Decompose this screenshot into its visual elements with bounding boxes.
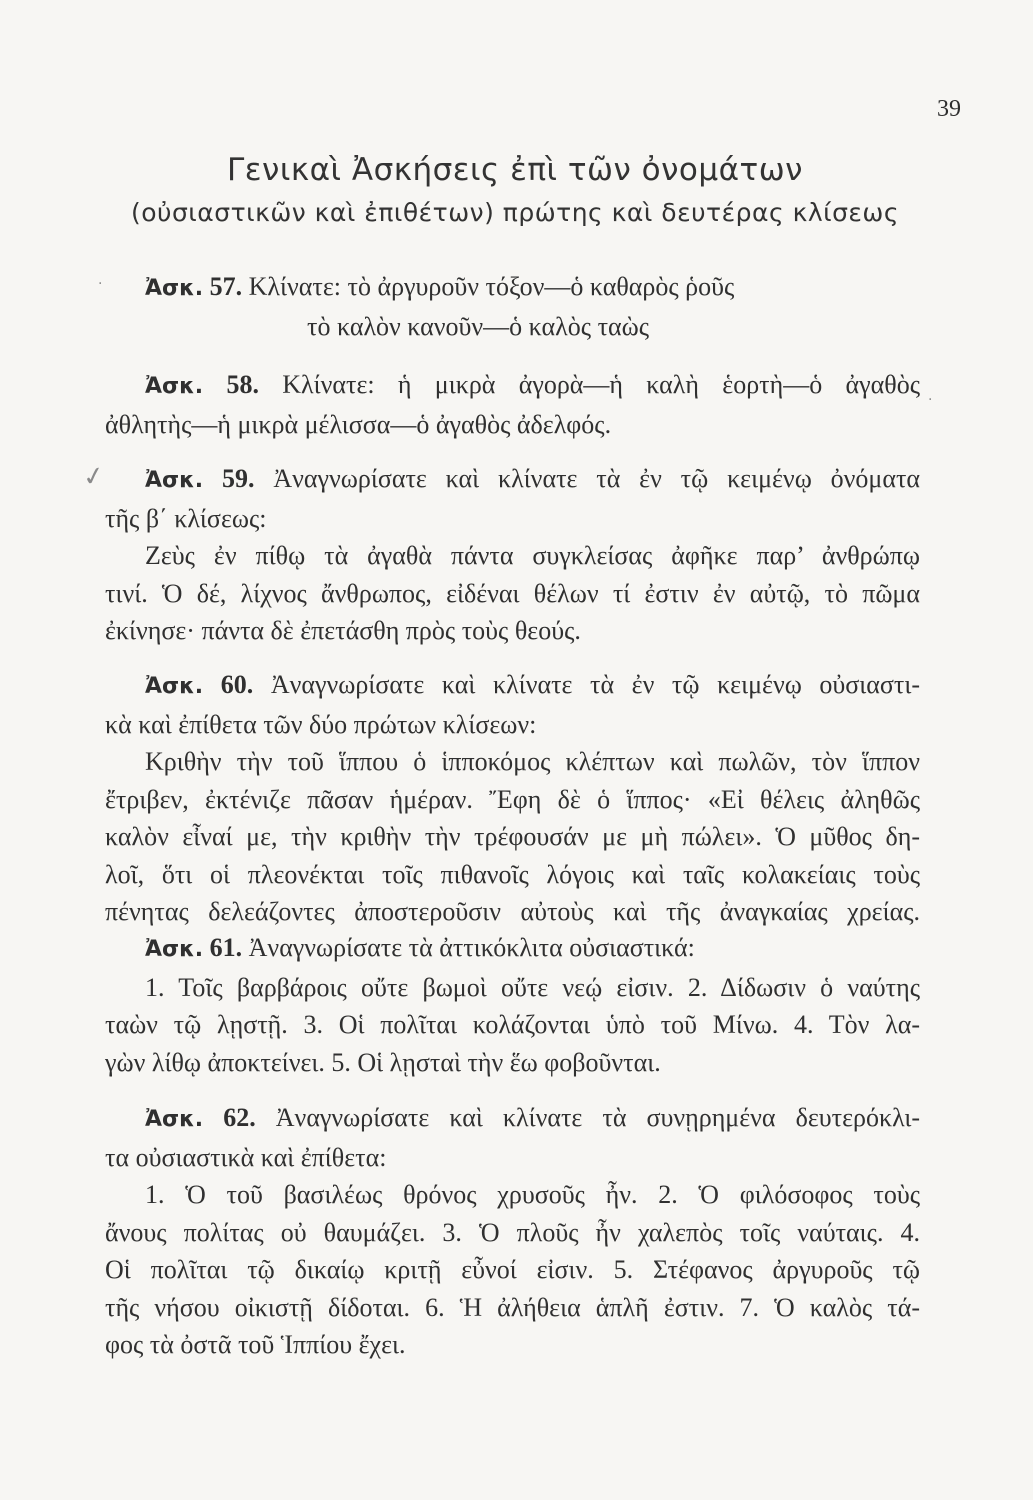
exercise-line: τῆς νήσου οἰκιστῇ δίδοται. 6. Ἡ ἀλήθεια ἁπλῆ ἐστιν. 7. Ὁ καλὸς τά- bbox=[105, 1292, 920, 1322]
exercise-line: Οἱ πολῖται τῷ δικαίῳ κριτῇ εὖνοί εἰσιν. 5. Στέφανος ἀργυροῦς τῷ bbox=[105, 1255, 920, 1284]
exercise-line: κὰ καὶ ἐπίθετα τῶν δύο πρώτων κλίσεων: bbox=[105, 709, 537, 739]
exercise-number: 58. bbox=[226, 370, 259, 399]
exercise-number: 59. bbox=[222, 464, 255, 493]
exercise-text: Ἀναγνωρίσατε τὰ ἀττικόκλιτα οὐσιαστικά: bbox=[248, 933, 695, 962]
exercise-label: Ἀσκ. bbox=[145, 276, 204, 301]
exercise-62 bbox=[105, 1099, 920, 1364]
page-subtitle: (οὐσιαστικῶν καὶ ἐπιθέτων) πρώτης καὶ δευτέρας κλίσεως bbox=[130, 198, 900, 227]
stray-dot-mark: · bbox=[98, 276, 103, 292]
exercise-number: 62. bbox=[223, 1103, 256, 1132]
exercise-number: 57. bbox=[209, 272, 243, 301]
exercise-line: Κριθὴν τὴν τοῦ ἵππου ὁ ἱπποκόμος κλέπτων καὶ πωλῶν, τὸν ἵππον bbox=[145, 747, 920, 776]
exercise-line: 1. Ὁ τοῦ βασιλέως θρόνος χρυσοῦς ἦν. 2. Ὁ φιλόσοφος τοὺς bbox=[145, 1180, 920, 1209]
exercise-line bbox=[105, 929, 920, 969]
exercise-57 bbox=[105, 268, 920, 345]
exercise-60 bbox=[105, 666, 920, 931]
exercise-label: Ἀσκ. bbox=[145, 468, 204, 493]
exercise-number: 60. bbox=[220, 670, 254, 699]
exercise-61 bbox=[105, 929, 920, 1081]
page-number: 39 bbox=[937, 96, 961, 122]
exercise-line bbox=[105, 666, 920, 706]
exercise-label: Ἀσκ. bbox=[145, 374, 204, 399]
exercise-line: γὼν λίθῳ ἀποκτείνει. 5. Οἱ λῃσταὶ τὴν ἕω φοβοῦνται. bbox=[105, 1047, 661, 1077]
page-title: Γενικαὶ Ἀσκήσεις ἐπὶ τῶν ὀνομάτων bbox=[227, 152, 803, 188]
exercise-58 bbox=[105, 366, 920, 443]
exercise-line bbox=[105, 1099, 920, 1139]
handwritten-check-mark: ✓ bbox=[80, 460, 108, 494]
exercise-line: καλὸν εἶναί με, τὴν κριθὴν τὴν τρέφουσάν με μὴ πώλει». Ὁ μῦθος δη- bbox=[105, 822, 920, 851]
exercise-line: ἀθλητὴς—ἡ μικρὰ μέλισσα—ὁ ἀγαθὸς ἀδελφός. bbox=[105, 409, 612, 439]
exercise-line: πένητας δελεάζοντες ἀποστεροῦσιν αὐτοὺς καὶ τῆς ἀναγκαίας χρείας. bbox=[105, 897, 920, 926]
exercise-line: 1. Τοῖς βαρβάροις οὔτε βωμοὶ οὔτε νεῴ εἰσιν. 2. Δίδωσιν ὁ ναύτης bbox=[145, 972, 920, 1002]
exercise-text: Ἀναγνωρίσατε καὶ κλίνατε τὰ συνῃρημένα δευτερόκλι- bbox=[275, 1103, 921, 1132]
exercise-line: τινί. Ὁ δέ, λίχνος ἄνθρωπος, εἰδέναι θέλων τί ἐστιν ἐν αὐτῷ, τὸ πῶμα bbox=[105, 578, 920, 608]
exercise-line: ἐκίνησε· πάντα δὲ ἐπετάσθη πρὸς τοὺς θεούς. bbox=[105, 616, 581, 645]
exercise-line: ἔτριβεν, ἐκτένιζε πᾶσαν ἡμέραν. Ἔφη δὲ ὁ ἵππος· «Εἰ θέλεις ἀληθῶς bbox=[105, 784, 920, 814]
exercise-line: τὸ καλὸν κανοῦν—ὁ καλὸς ταὼς bbox=[307, 311, 650, 341]
exercise-text: Κλίνατε: τὸ ἀργυροῦν τόξον—ὁ καθαρὸς ῥοῦς bbox=[248, 272, 735, 301]
exercise-line: ἄνους πολίτας οὐ θαυμάζει. 3. Ὁ πλοῦς ἦν χαλεπὸς τοῖς ναύταις. 4. bbox=[105, 1217, 920, 1247]
exercise-line: φος τὰ ὀστᾶ τοῦ Ἱππίου ἔχει. bbox=[105, 1330, 406, 1359]
exercise-line bbox=[105, 268, 920, 308]
exercise-line: λοῖ, ὅτι οἱ πλεονέκται τοῖς πιθανοῖς λόγοις καὶ ταῖς κολακείαις τοὺς bbox=[105, 859, 920, 889]
exercise-text: Ἀναγνωρίσατε καὶ κλίνατε τὰ ἐν τῷ κειμένῳ ὀνόματα bbox=[273, 464, 921, 493]
exercise-label: Ἀσκ. bbox=[145, 937, 204, 962]
exercise-line: τῆς β΄ κλίσεως: bbox=[105, 503, 267, 533]
exercise-line: τα οὐσιαστικὰ καὶ ἐπίθετα: bbox=[105, 1142, 387, 1172]
exercise-line bbox=[105, 366, 920, 406]
stray-dot-mark: · bbox=[928, 392, 933, 408]
exercise-line: ταὼν τῷ λῃστῇ. 3. Οἱ πολῖται κολάζονται ὑπὸ τοῦ Μίνω. 4. Τὸν λα- bbox=[105, 1010, 920, 1039]
exercise-label: Ἀσκ. bbox=[145, 674, 204, 699]
exercise-text: Κλίνατε: ἡ μικρὰ ἀγορὰ—ἡ καλὴ ἑορτὴ—ὁ ἀγαθὸς bbox=[282, 370, 921, 399]
exercise-line bbox=[105, 460, 920, 500]
exercise-text: Ἀναγνωρίσατε καὶ κλίνατε τὰ ἐν τῷ κειμένῳ οὐσιαστι- bbox=[270, 670, 921, 699]
exercise-label: Ἀσκ. bbox=[145, 1107, 204, 1132]
exercise-number: 61. bbox=[209, 933, 243, 962]
exercise-line: Ζεὺς ἐν πίθῳ τὰ ἀγαθὰ πάντα συγκλείσας ἀφῆκε παρ’ ἀνθρώπῳ bbox=[145, 541, 920, 570]
exercise-59 bbox=[105, 460, 920, 650]
